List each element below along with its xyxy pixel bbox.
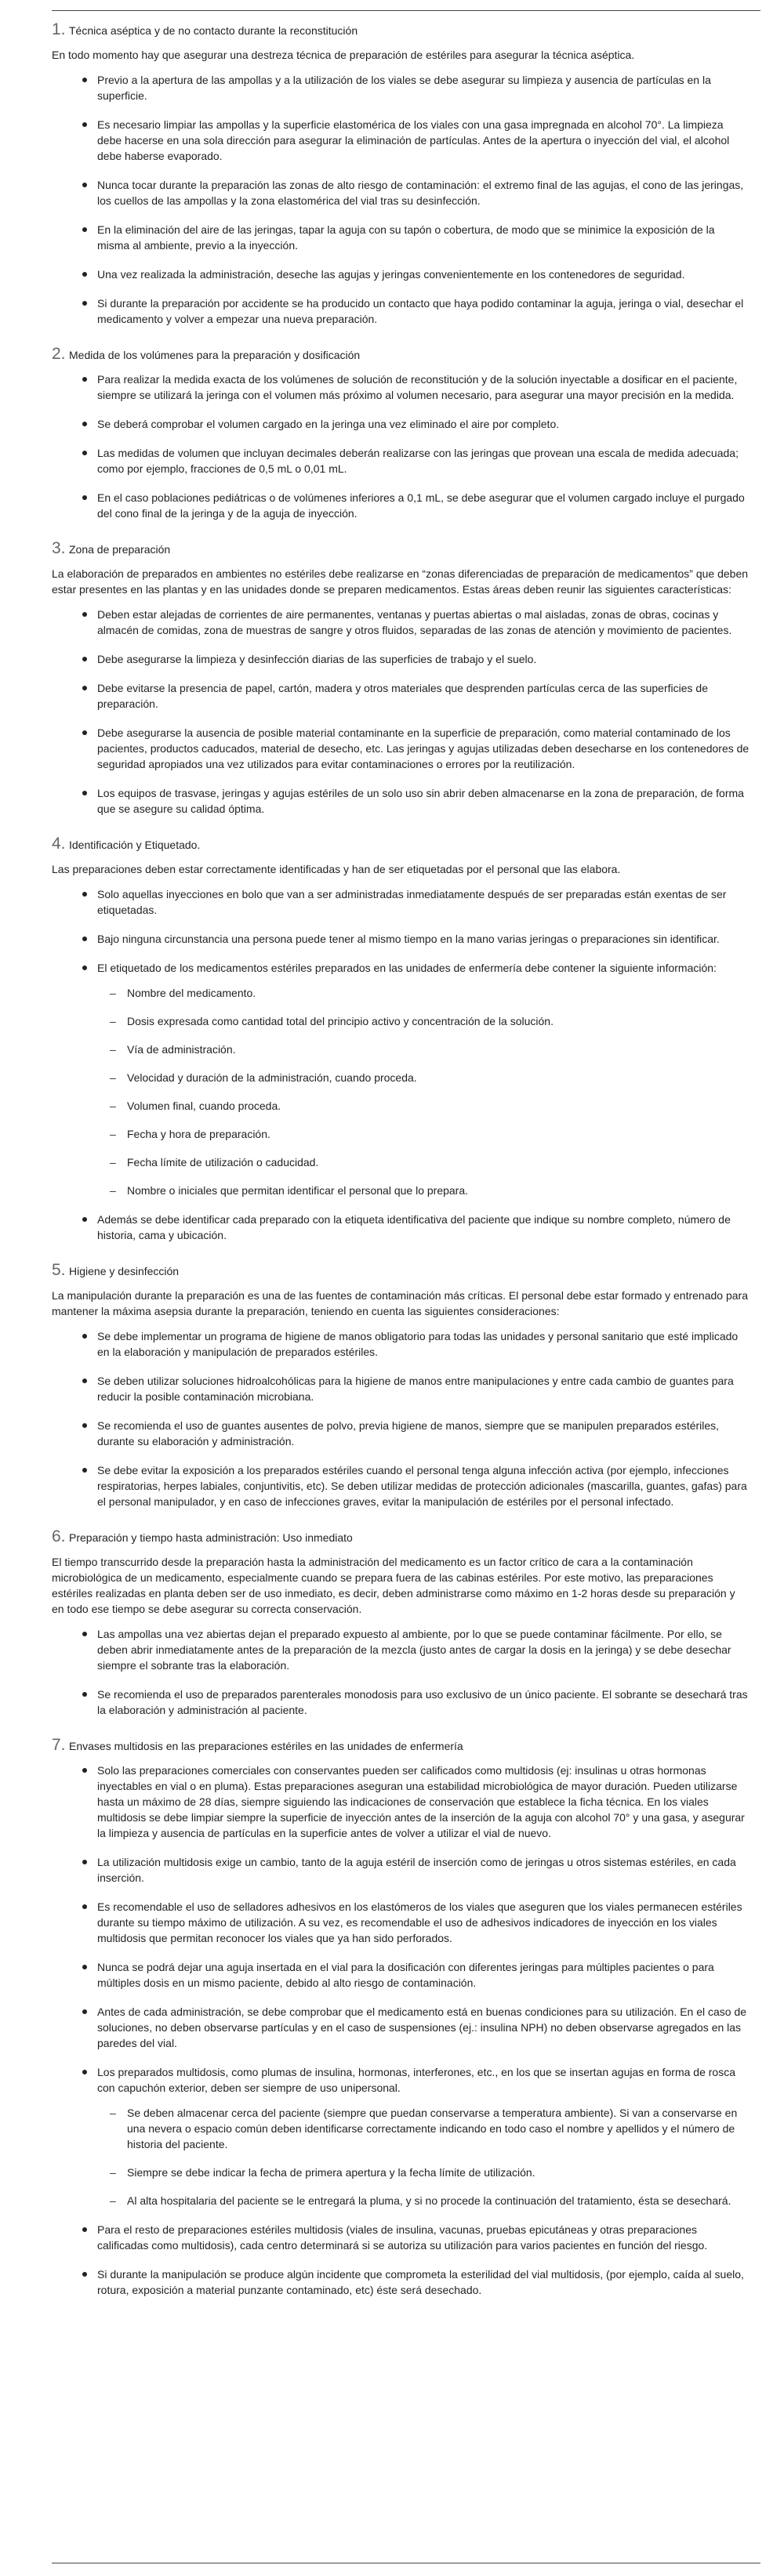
section-heading: [52, 534, 750, 560]
list-item: Se recomienda el uso de guantes ausentes de polvo, previa higiene de manos, siempre que se manipulen preparados estériles, durante su elaboración y administración.: [52, 1418, 750, 1449]
section-heading: [52, 1523, 750, 1548]
list-item: Deben estar alejadas de corrientes de aire permanentes, ventanas y puertas abiertas o mal aisladas, zonas de obras, cocinas y almacén de comidas, zona de muestras de sangre y otros fluidos, separadas de las zonas de atención y movimiento de pacientes.: [52, 607, 750, 638]
list-item: Se debe implementar un programa de higiene de manos obligatorio para todas las unidades y personal sanitario que esté implicado en la elaboración y manipulación de preparados estériles.: [52, 1328, 750, 1360]
bullet-list: [52, 1763, 750, 2298]
sub-list-item: – Vía de administración.: [97, 1042, 750, 1057]
sub-list: [97, 2105, 750, 2208]
bullet-list: [52, 371, 750, 521]
list-item-text: Los preparados multidosis, como plumas de insulina, hormonas, interferones, etc., en los que se insertan agujas en forma de rosca con capuchón exterior, deben ser siempre de uso unipersonal.: [97, 2066, 735, 2094]
list-item: Se debe evitar la exposición a los preparados estériles cuando el personal tenga alguna infección activa (por ejemplo, infecciones respiratorias, herpes labiales, conjuntivitis, etc). Se deben utilizar medidas de protección adicionales (mascarilla, guantes, gafas) para el personal manipulador, y en caso de infecciones graves, evitar la manipulación de estériles por el personal infectado.: [52, 1462, 750, 1509]
bullet-list: [52, 886, 750, 1243]
section-5: [52, 1256, 750, 1509]
list-item: Nunca se podrá dejar una aguja insertada en el vial para la dosificación con diferentes jeringas para múltiples pacientes o para múltiples dosis en un mismo paciente, debido al alto riesgo de contaminación.: [52, 1959, 750, 1991]
section-title: Envases multidosis en las preparaciones estériles en las unidades de enfermería: [69, 1740, 463, 1752]
section-intro: La elaboración de preparados en ambientes no estériles debe realizarse en “zonas diferenciadas de preparación de medicamentos” que deben estar presentes en las plantas y en las unidades donde se preparen medicamentos. Estas áreas deben reunir las siguientes características:: [52, 567, 749, 596]
list-item: Se deberá comprobar el volumen cargado en la jeringa una vez eliminado el aire por completo.: [52, 416, 750, 432]
section-title: Higiene y desinfección: [69, 1265, 180, 1277]
list-item: Para realizar la medida exacta de los volúmenes de solución de reconstitución y de la solución inyectable a dosificar en el paciente, siempre se utilizará la jeringa con el volumen más próximo al volumen necesario, para asegurar una mayor precisión en la medida.: [52, 371, 750, 403]
list-item: Debe asegurarse la ausencia de posible material contaminante en la superficie de preparación, como material contaminado de los pacientes, productos caducados, material de desecho, etc. Las jeringas y agujas utilizadas deben desecharse en los contenedores de seguridad apropiados una vez utilizados para evitar contaminaciones o errores por la reutilización.: [52, 725, 750, 772]
section-number: 2.: [52, 345, 66, 363]
list-item: Se deben utilizar soluciones hidroalcohólicas para la higiene de manos entre manipulaciones y entre cada cambio de guantes para reducir la posible contaminación microbiana.: [52, 1373, 750, 1404]
sub-list-item: – Nombre o iniciales que permitan identificar el personal que lo prepara.: [97, 1183, 750, 1198]
list-item: Los equipos de trasvase, jeringas y agujas estériles de un solo uso sin abrir deben almacenarse en la zona de preparación, de forma que se asegure su calidad óptima.: [52, 785, 750, 817]
list-item: Es recomendable el uso de selladores adhesivos en los elastómeros de los viales que aseguren que los viales permanecen estériles durante su tiempo máximo de utilización. A su vez, es recomendable el uso de adhesivos indicadores de inyección en los viales multidosis que permitan reconocer los viales que ya han sido perforados.: [52, 1899, 750, 1946]
section-title: Identificación y Etiquetado.: [69, 839, 201, 851]
top-divider: [52, 10, 760, 11]
sub-list-item: – Dosis expresada como cantidad total del principio activo y concentración de la solución.: [97, 1013, 750, 1029]
list-item: Antes de cada administración, se debe comprobar que el medicamento está en buenas condiciones para su utilización. En el caso de soluciones, no deben observarse partículas y en el caso de suspensiones (ej.: insulina NPH) no deben observarse agregados en las paredes del vial.: [52, 2004, 750, 2051]
sub-list-item: – Velocidad y duración de la administración, cuando proceda.: [97, 1070, 750, 1085]
list-item: Debe evitarse la presencia de papel, cartón, madera y otros materiales que desprenden partículas cerca de las superficies de preparación.: [52, 680, 750, 712]
section-intro: La manipulación durante la preparación es una de las fuentes de contaminación más críticas. El personal debe estar formado y entrenado para mantener la máxima asepsia durante la preparación, teniendo en cuenta las siguientes consideraciones:: [52, 1289, 748, 1317]
sub-list: [97, 985, 750, 1198]
section-number: 3.: [52, 539, 66, 557]
list-item: Además se debe identificar cada preparado con la etiqueta identificativa del paciente que indique su nombre completo, número de historia, cama y ubicación.: [52, 1212, 750, 1243]
section-number: 7.: [52, 1736, 66, 1754]
section-heading: [52, 340, 750, 365]
section-number: 5.: [52, 1261, 66, 1279]
section-1: [52, 16, 750, 327]
section-4: [52, 830, 750, 1243]
section-intro: En todo momento hay que asegurar una destreza técnica de preparación de estériles para asegurar la técnica aséptica.: [52, 49, 635, 61]
bullet-list: [52, 1328, 750, 1509]
sub-list-item: – Al alta hospitalaria del paciente se le entregará la pluma, y si no procede la continuación del tratamiento, ésta se desechará.: [97, 2193, 750, 2208]
list-item: Las ampollas una vez abiertas dejan el preparado expuesto al ambiente, por lo que se puede contaminar fácilmente. Por ello, se deben abrir inmediatamente antes de la preparación de la mezcla (justo antes de cargar la dosis en la jeringa) y se debe desechar siempre el sobrante tras la elaboración.: [52, 1626, 750, 1673]
sub-list-item: – Nombre del medicamento.: [97, 985, 750, 1001]
section-intro: Las preparaciones deben estar correctamente identificadas y han de ser etiquetadas por el personal que las elabora.: [52, 863, 621, 875]
list-item: Las medidas de volumen que incluyan decimales deberán realizarse con las jeringas que provean una escala de medida adecuada; como por ejemplo, fracciones de 0,5 mL o 0,01 mL.: [52, 445, 750, 476]
bullet-list: [52, 72, 750, 327]
section-2: [52, 340, 750, 521]
section-number: 1.: [52, 20, 66, 38]
list-item: Se recomienda el uso de preparados parenterales monodosis para uso exclusivo de un único paciente. El sobrante se desechará tras la elaboración y administración al paciente.: [52, 1687, 750, 1718]
section-heading: [52, 830, 750, 855]
sub-list-item: – Siempre se debe indicar la fecha de primera apertura y la fecha límite de utilización.: [97, 2165, 750, 2180]
section-7: [52, 1731, 750, 2298]
list-item: Si durante la manipulación se produce algún incidente que comprometa la esterilidad del vial multidosis, (por ejemplo, caída al suelo, rotura, exposición a material punzante contaminado, etc) éste será desechado.: [52, 2266, 750, 2298]
list-item: Para el resto de preparaciones estériles multidosis (viales de insulina, vacunas, pruebas epicutáneas y otras preparaciones calificadas como multidosis), cada centro determinará si se autoriza su utilización para varios pacientes en función del riesgo.: [52, 2222, 750, 2253]
sub-list-item: – Fecha y hora de preparación.: [97, 1126, 750, 1142]
list-item: Solo aquellas inyecciones en bolo que van a ser administradas inmediatamente después de ser preparadas están exentas de ser etiquetadas.: [52, 886, 750, 918]
sub-list-item: – Volumen final, cuando proceda.: [97, 1098, 750, 1114]
section-number: 6.: [52, 1527, 66, 1545]
section-3: [52, 534, 750, 817]
bullet-list: [52, 1626, 750, 1718]
list-item: En la eliminación del aire de las jeringas, tapar la aguja con su tapón o cobertura, de modo que se minimice la exposición de la misma al ambiente, previo a la inyección.: [52, 222, 750, 253]
section-heading: [52, 1731, 750, 1756]
list-item-with-sublist: [52, 2064, 750, 2208]
list-item: Nunca tocar durante la preparación las zonas de alto riesgo de contaminación: el extremo final de las agujas, el cono de las jeringas, los cuellos de las ampollas y la zona elastomérica del vial tras su desinfección.: [52, 177, 750, 208]
list-item: Bajo ninguna circunstancia una persona puede tener al mismo tiempo en la mano varias jeringas o preparaciones sin identificar.: [52, 931, 750, 947]
section-6: [52, 1523, 750, 1718]
list-item: Una vez realizada la administración, deseche las agujas y jeringas convenientemente en los contenedores de seguridad.: [52, 266, 750, 282]
list-item-with-sublist: [52, 960, 750, 1198]
list-item: Es necesario limpiar las ampollas y la superficie elastomérica de los viales con una gasa impregnada en alcohol 70°. La limpieza debe hacerse en una sola dirección para asegurar la eliminación de partículas. Antes de la apertura o inyección del vial, el alcohol debe haberse evaporado.: [52, 117, 750, 164]
list-item: Solo las preparaciones comerciales con conservantes pueden ser calificados como multidosis (ej: insulinas u otras hormonas inyectables en vial o en pluma). Estas preparaciones aseguran una estabilidad microbiológica de mayor duración. Pueden utilizarse hasta un máximo de 28 días, siempre siguiendo las indicaciones de conservación que establece la ficha técnica. En los viales multidosis se debe limpiar siempre la superficie de inyección antes de la inserción de la aguja con alcohol 70° y una gasa, y asegurar la limpieza y ausencia de partículas en la superficie antes de volver a utilizar el vial de nuevo.: [52, 1763, 750, 1841]
section-title: Preparación y tiempo hasta administración: Uso inmediato: [69, 1531, 353, 1544]
section-heading: [52, 16, 750, 41]
list-item-text: El etiquetado de los medicamentos estériles preparados en las unidades de enfermería debe contener la siguiente información:: [97, 962, 717, 974]
sub-list-item: – Se deben almacenar cerca del paciente (siempre que puedan conservarse a temperatura ambiente). Si van a conservarse en una nevera o espacio común deben identificarse correctamente indicando en todo caso el nombre y apellidos y el número de historia del paciente.: [97, 2105, 750, 2152]
section-title: Zona de preparación: [69, 543, 171, 556]
sub-list-item: – Fecha límite de utilización o caducidad.: [97, 1154, 750, 1170]
section-heading: [52, 1256, 750, 1281]
list-item: Debe asegurarse la limpieza y desinfección diarias de las superficies de trabajo y el suelo.: [52, 651, 750, 667]
list-item: Si durante la preparación por accidente se ha producido un contacto que haya podido contaminar la aguja, jeringa o vial, desechar el medicamento y volver a empezar una nueva preparación.: [52, 295, 750, 327]
section-number: 4.: [52, 835, 66, 853]
bullet-list: [52, 607, 750, 817]
section-title: Técnica aséptica y de no contacto durante la reconstitución: [69, 24, 358, 37]
list-item: La utilización multidosis exige un cambio, tanto de la aguja estéril de inserción como de jeringas u otros sistemas estériles, en cada inserción.: [52, 1854, 750, 1886]
section-title: Medida de los volúmenes para la preparación y dosificación: [69, 349, 361, 361]
list-item: Previo a la apertura de las ampollas y a la utilización de los viales se debe asegurar su limpieza y ausencia de partículas en la superficie.: [52, 72, 750, 103]
section-intro: El tiempo transcurrido desde la preparación hasta la administración del medicamento es un factor crítico de cara a la contaminación microbiológica de un medicamento, especialmente cuando se prepara fuera de las cabinas estériles. Por este motivo, las preparaciones estériles realizadas en planta deben ser de uso inmediato, es decir, deben administrarse como máximo en 1-2 horas desde su preparación y en todo ese tiempo se debe asegurar su correcta conservación.: [52, 1556, 735, 1615]
list-item: En el caso poblaciones pediátricas o de volúmenes inferiores a 0,1 mL, se debe asegurar que el volumen cargado incluye el purgado del cono final de la jeringa y de la aguja de inyección.: [52, 490, 750, 521]
